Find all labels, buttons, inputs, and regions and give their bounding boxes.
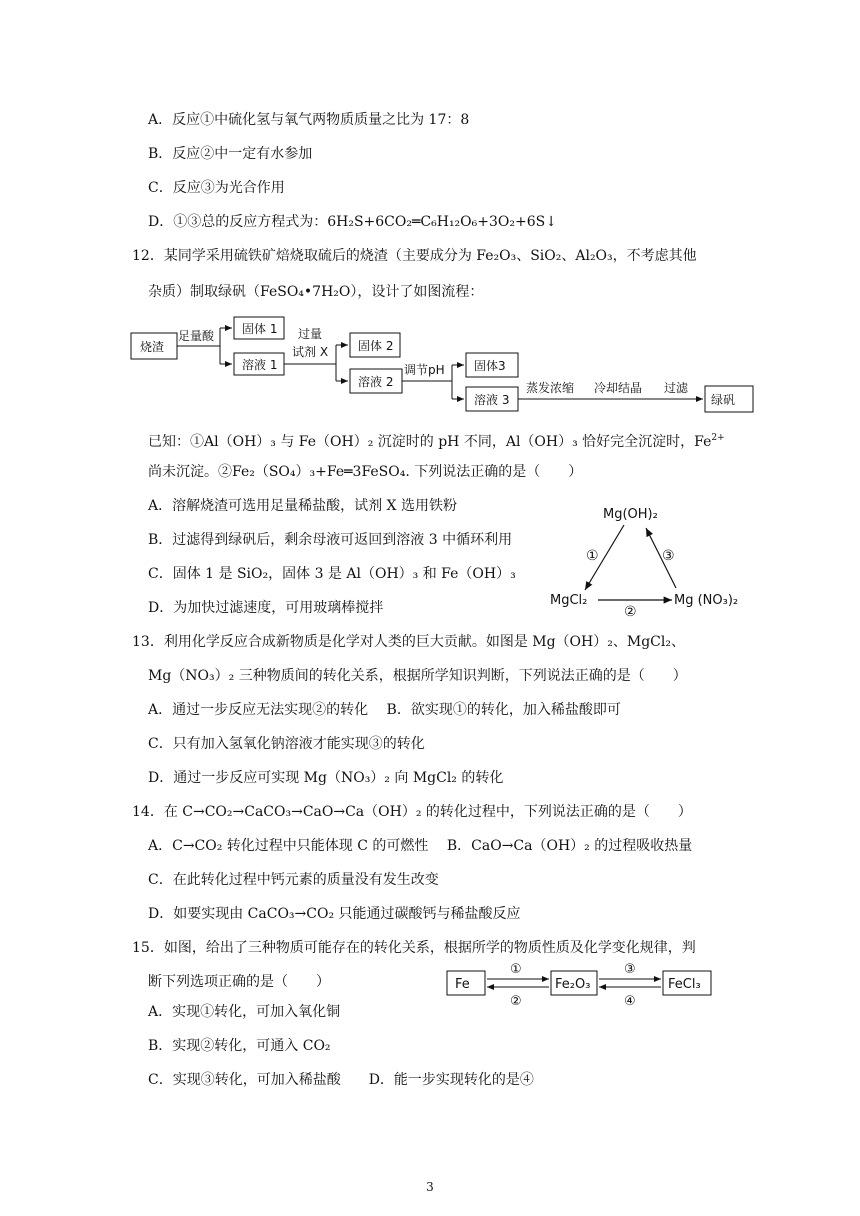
label-solid1: 固体 1 [242,322,278,336]
q12-stem-2: 杂质）制取绿矾（FeSO₄•7H₂O），设计了如图流程： [148,284,484,300]
q11-option-a: A．反应①中硫化氢与氧气两物质质量之比为 17：8 [148,112,470,128]
q13-option-d: D．通过一步反应可实现 Mg（NO₃）₂ 向 MgCl₂ 的转化 [148,770,504,786]
tri-n1: ① [586,548,599,564]
label-sol2: 溶液 2 [358,375,394,389]
q12-known-1: 已知：①Al（OH）₃ 与 Fe（OH）₂ 沉淀时的 pH 不同，Al（OH）₃ 恰好完全沉淀时，$Fe^{2+}$ [148,433,725,450]
q12-option-d: D．为加快过滤速度，可用玻璃棒搅拌 [148,600,384,616]
label-cool: 冷却结晶 [594,381,643,395]
fe-n1: ① [510,962,522,977]
label-filter: 过滤 [664,381,689,395]
q14-stem: 14．在 C→CO₂→CaCO₃→CaO→Ca（OH）₂ 的转化过程中，下列说法正确的是（ ） [132,804,692,820]
q14-option-ab: A．C→CO₂ 转化过程中只能体现 C 的可燃性 B．CaO→Ca（OH）₂ 的过程吸收热量 [148,838,693,854]
page-number: 3 [426,1180,434,1194]
q12-option-a: A．溶解烧渣可选用足量稀盐酸，试剂 X 选用铁粉 [148,498,457,514]
label-adjust: 调节pH [404,363,445,377]
q15-stem-2: 断下列选项正确的是（ ） [148,974,330,990]
fe2o3-label: Fe₂O₃ [555,977,591,992]
label-solid2: 固体 2 [358,339,394,353]
q15-option-b: B．实现②转化，可通入 CO₂ [148,1038,331,1054]
label-acid: 足量酸 [178,329,215,343]
fe-label: Fe [455,977,470,992]
q13-option-ab: A．通过一步反应无法实现②的转化 B．欲实现①的转化，加入稀盐酸即可 [148,702,621,718]
q11-option-d: D．①③总的反应方程式为：6H₂S+6CO₂═C₆H₁₂O₆+3O₂+6S↓ [148,214,557,230]
tri-n2: ② [624,604,637,620]
label-solid3: 固体3 [474,359,506,373]
q12-known-2: 尚未沉淀。②Fe₂（SO₄）₃+Fe═3FeSO₄. 下列说法正确的是（ ） [148,464,583,480]
label-sol1: 溶液 1 [242,358,278,372]
tri-left: MgCl₂ [550,593,588,608]
fe-n3: ③ [624,962,636,977]
q12-option-b: B．过滤得到绿矾后，剩余母液可返回到溶液 3 中循环利用 [148,532,513,548]
label-evap: 蒸发浓缩 [526,381,575,395]
fe-n4: ④ [624,994,636,1009]
q15-stem-1: 15．如图，给出了三种物质可能存在的转化关系，根据所学的物质性质及化学变化规律，判 [132,940,696,956]
fe-n2: ② [510,994,522,1009]
fecl3-label: FeCl₃ [668,977,701,992]
q13-stem-1: 13．利用化学反应合成新物质是化学对人类的巨大贡献。如图是 Mg（OH）₂、MgCl₂、 [132,634,685,650]
label-sol3: 溶液 3 [474,393,510,407]
label-product: 绿矾 [711,393,736,407]
q11-option-c: C．反应③为光合作用 [148,180,285,196]
tri-top: Mg(OH)₂ [603,507,658,522]
q15-option-cd: C．实现③转化，可加入稀盐酸 D．能一步实现转化的是④ [148,1072,534,1088]
tri-right: Mg (NO₃)₂ [674,593,739,608]
label-excess: 过量 [298,327,323,341]
q11-option-b: B．反应②中一定有水参加 [148,146,313,162]
q14-option-c: C．在此转化过程中钙元素的质量没有发生改变 [148,872,439,888]
q12-option-c: C．固体 1 是 SiO₂，固体 3 是 Al（OH）₃ 和 Fe（OH）₃ [148,566,516,582]
label-shaozha: 烧渣 [140,340,165,354]
q15-option-a: A．实现①转化，可加入氧化铜 [148,1004,341,1020]
label-reagent: 试剂 X [292,345,329,359]
q14-option-d: D．如要实现由 CaCO₃→CO₂ 只能通过碳酸钙与稀盐酸反应 [148,906,521,922]
q12-stem-1: 12．某同学采用硫铁矿焙烧取硫后的烧渣（主要成分为 Fe₂O₃、SiO₂、Al₂O₃，不考虑其他 [132,248,697,264]
q13-stem-2: Mg（NO₃）₂ 三种物质间的转化关系，根据所学知识判断，下列说法正确的是（ ） [148,668,687,684]
q13-option-c: C．只有加入氢氧化钠溶液才能实现③的转化 [148,736,425,752]
tri-n3: ③ [662,548,675,564]
